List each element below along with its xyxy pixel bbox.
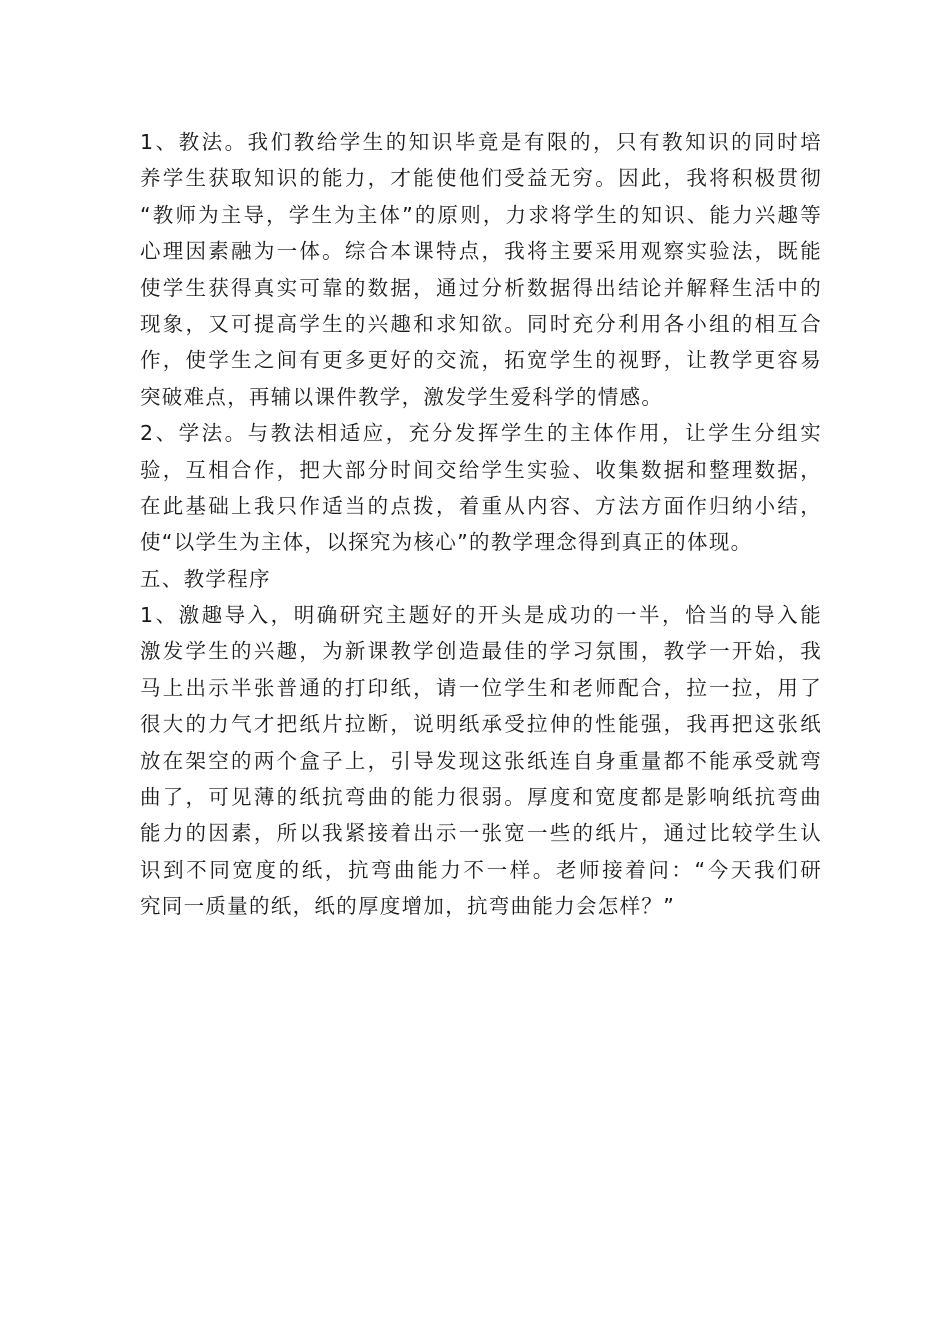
text-line: 作，使学生之间有更多更好的交流，拓宽学生的视野，让教学更容易 <box>140 348 822 373</box>
text-line: 1、激趣导入，明确研究主题好的开头是成功的一半，恰当的导入能 <box>140 603 822 628</box>
document-body <box>140 124 822 925</box>
text-line: 使学生获得真实可靠的数据，通过分析数据得出结论并解释生活中的 <box>140 275 822 300</box>
text-line: “教师为主导，学生为主体”的原则，力求将学生的知识、能力兴趣等 <box>140 202 822 227</box>
text-line: 放在架空的两个盒子上，引导发现这张纸连自身重量都不能承受就弯 <box>140 748 822 773</box>
text-line: 使“以学生为主体，以探究为核心”的教学理念得到真正的体现。 <box>140 530 753 555</box>
text-line: 能力的因素，所以我紧接着出示一张宽一些的纸片，通过比较学生认 <box>140 821 822 846</box>
text-line: 曲了，可见薄的纸抗弯曲的能力很弱。厚度和宽度都是影响纸抗弯曲 <box>140 785 822 810</box>
text-line: 马上出示半张普通的打印纸，请一位学生和老师配合，拉一拉，用了 <box>140 675 822 700</box>
text-line: 识到不同宽度的纸，抗弯曲能力不一样。老师接着问：“今天我们研 <box>140 857 822 882</box>
text-line: 激发学生的兴趣，为新课教学创造最佳的学习氛围，教学一开始，我 <box>140 639 822 664</box>
text-line: 2、学法。与教法相适应，充分发挥学生的主体作用，让学生分组实 <box>140 421 822 446</box>
text-line: 养学生获取知识的能力，才能使他们受益无穷。因此，我将积极贯彻 <box>140 166 822 191</box>
text-line: 心理因素融为一体。综合本课特点，我将主要采用观察实验法，既能 <box>140 239 822 264</box>
text-line: 突破难点，再辅以课件教学，激发学生爱科学的情感。 <box>140 384 664 409</box>
text-line: 1、教法。我们教给学生的知识毕竟是有限的，只有教知识的同时培 <box>140 130 822 154</box>
text-line: 在此基础上我只作适当的点拨，着重从内容、方法方面作归纳小结， <box>140 493 822 518</box>
text-line: 验，互相合作，把大部分时间交给学生实验、收集数据和整理数据， <box>140 457 822 482</box>
text-line: 现象，又可提高学生的兴趣和求知欲。同时充分利用各小组的相互合 <box>140 311 822 336</box>
section-heading: 五、教学程序 <box>140 566 271 591</box>
text-line: 很大的力气才把纸片拉断，说明纸承受拉伸的性能强，我再把这张纸 <box>140 712 822 737</box>
text-line: 究同一质量的纸，纸的厚度增加，抗弯曲能力会怎样？” <box>140 894 676 919</box>
